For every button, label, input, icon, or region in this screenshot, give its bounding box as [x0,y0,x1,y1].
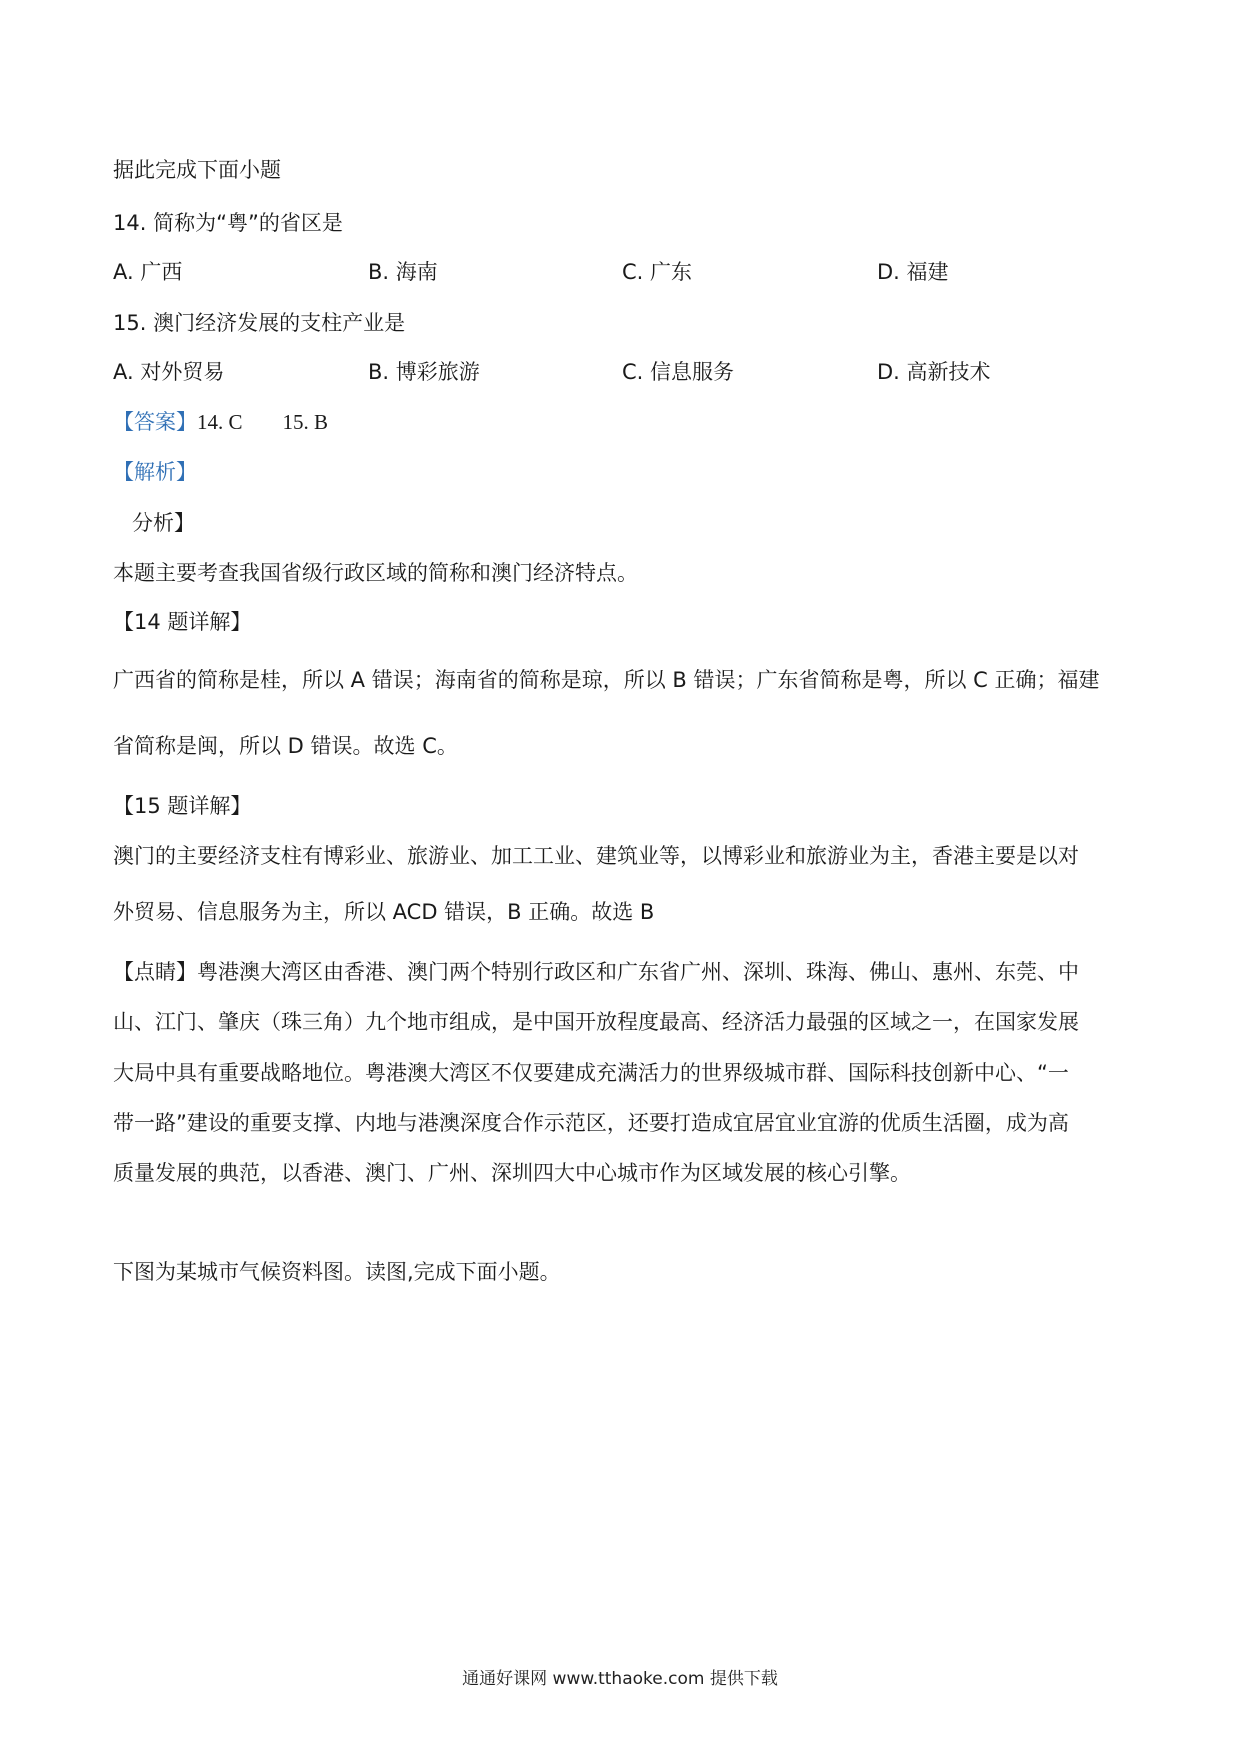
q15-option-a: A. 对外贸易 [113,360,225,384]
detail-15-line-1: 澳门的主要经济支柱有博彩业、旅游业、加工工业、建筑业等，以博彩业和旅游业为主，香港主要是以对 [113,844,1079,868]
intro-text: 据此完成下面小题 [113,158,281,182]
detail-14-line-1: 广西省的简称是桂，所以 A 错误；海南省的简称是琼，所以 B 错误；广东省简称是粤，所以 C 正确；福建 [113,668,1100,692]
q15-option-b: B. 博彩旅游 [368,360,480,384]
next-section-intro: 下图为某城市气候资料图。读图,完成下面小题。 [113,1260,561,1284]
note-line-1: 【点睛】粤港澳大湾区由香港、澳门两个特别行政区和广东省广州、深圳、珠海、佛山、惠州、东莞、中 [113,960,1079,984]
question-14-stem: 14. 简称为“粤”的省区是 [113,211,343,235]
q14-option-c: C. 广东 [622,260,693,284]
q14-option-b: B. 海南 [368,260,438,284]
answer-line [113,412,328,433]
q14-option-d: D. 福建 [877,260,949,284]
note-line-4: 带一路”建设的重要支撑、内地与港澳深度合作示范区，还要打造成宜居宜业宜游的优质生活圈，成为高 [113,1111,1069,1135]
answer-15: 15. B [282,410,329,434]
page-footer: 通通好课网 www.tthaoke.com 提供下载 [462,1669,778,1689]
analysis-sub-label: 分析】 [132,511,195,535]
question-15-stem: 15. 澳门经济发展的支柱产业是 [113,311,406,335]
analysis-label: 【解析】 [113,460,197,484]
detail-15-line-2: 外贸易、信息服务为主，所以 ACD 错误，B 正确。故选 B [113,900,655,924]
answer-14: 14. C [197,410,243,434]
summary-text: 本题主要考查我国省级行政区域的简称和澳门经济特点。 [113,561,638,585]
note-line-5: 质量发展的典范，以香港、澳门、广州、深圳四大中心城市作为区域发展的核心引擎。 [113,1161,911,1185]
q14-option-a: A. 广西 [113,260,183,284]
q15-option-c: C. 信息服务 [622,360,735,384]
detail-15-label: 【15 题详解】 [113,794,252,818]
note-line-2: 山、江门、肇庆（珠三角）九个地市组成，是中国开放程度最高、经济活力最强的区域之一，在国家发展 [113,1010,1079,1034]
detail-14-label: 【14 题详解】 [113,610,252,634]
answer-label: 【答案】 [113,410,197,434]
q15-option-d: D. 高新技术 [877,360,991,384]
detail-14-line-2: 省简称是闽，所以 D 错误。故选 C。 [113,734,458,758]
note-line-3: 大局中具有重要战略地位。粤港澳大湾区不仅要建成充满活力的世界级城市群、国际科技创新中心、“一 [113,1061,1069,1085]
